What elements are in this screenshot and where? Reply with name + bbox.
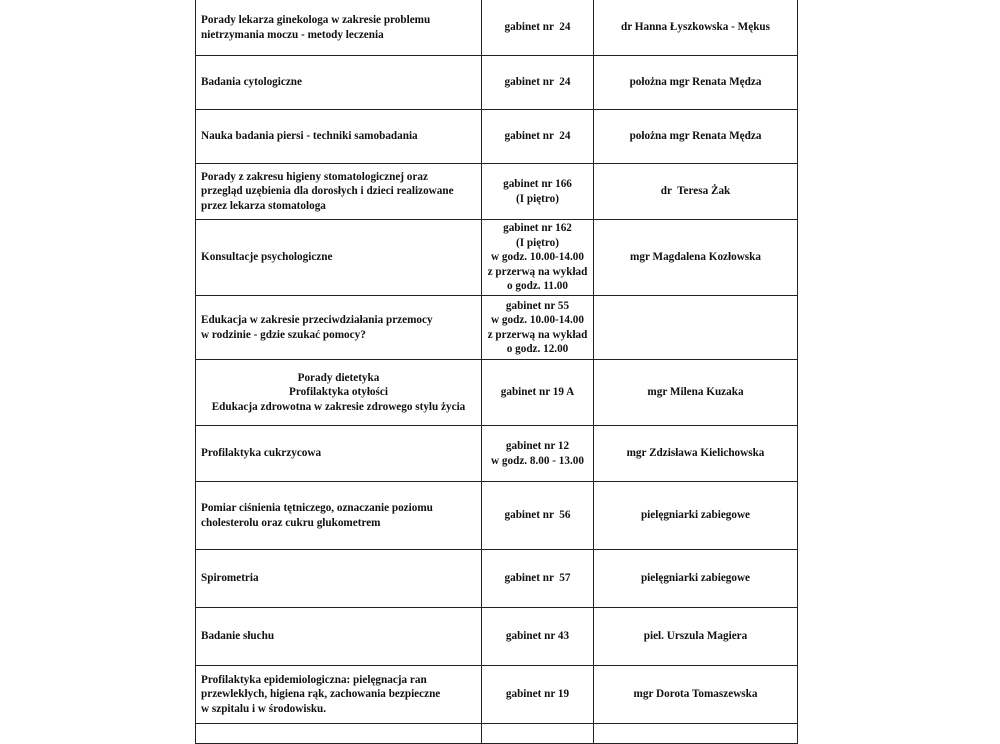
schedule-page xyxy=(195,0,797,739)
person-cell: dr Hanna Łyszkowska - Mękus xyxy=(594,0,798,56)
room-cell: gabinet nr 24 xyxy=(482,110,594,164)
schedule-table xyxy=(195,0,798,744)
person-cell: mgr Magdalena Kozłowska xyxy=(594,220,798,296)
table-row xyxy=(196,110,798,164)
person-cell xyxy=(594,724,798,744)
person-cell: mgr Zdzisława Kielichowska xyxy=(594,426,798,482)
room-cell xyxy=(482,724,594,744)
table-row xyxy=(196,360,798,426)
room-cell: gabinet nr 24 xyxy=(482,0,594,56)
table-row xyxy=(196,164,798,220)
table-row xyxy=(196,0,798,56)
topic-cell: Porady z zakresu higieny stomatologicznej oraz przegląd uzębienia dla dorosłych i dzieci realizowane przez lekarza stomatologa xyxy=(196,164,482,220)
person-cell: dr Teresa Żak xyxy=(594,164,798,220)
topic-cell: Badania cytologiczne xyxy=(196,56,482,110)
person-cell: pielęgniarki zabiegowe xyxy=(594,550,798,608)
topic-cell xyxy=(196,724,482,744)
person-cell: położna mgr Renata Mędza xyxy=(594,110,798,164)
table-row xyxy=(196,296,798,360)
person-cell: położna mgr Renata Mędza xyxy=(594,56,798,110)
person-cell xyxy=(594,296,798,360)
table-row xyxy=(196,550,798,608)
table-row xyxy=(196,220,798,296)
topic-cell: Profilaktyka epidemiologiczna: pielęgnacja ran przewlekłych, higiena rąk, zachowania bezpieczne w szpitalu i w środowisku. xyxy=(196,666,482,724)
room-cell: gabinet nr 19 xyxy=(482,666,594,724)
topic-cell: Spirometria xyxy=(196,550,482,608)
room-cell: gabinet nr 166 (I piętro) xyxy=(482,164,594,220)
topic-cell: Edukacja w zakresie przeciwdziałania przemocy w rodzinie - gdzie szukać pomocy? xyxy=(196,296,482,360)
room-cell: gabinet nr 57 xyxy=(482,550,594,608)
room-cell: gabinet nr 19 A xyxy=(482,360,594,426)
person-cell: pielęgniarki zabiegowe xyxy=(594,482,798,550)
topic-cell: Profilaktyka cukrzycowa xyxy=(196,426,482,482)
room-cell: gabinet nr 24 xyxy=(482,56,594,110)
table-row xyxy=(196,666,798,724)
topic-cell: Nauka badania piersi - techniki samobadania xyxy=(196,110,482,164)
table-row xyxy=(196,56,798,110)
room-cell: gabinet nr 55 w godz. 10.00-14.00 z przerwą na wykład o godz. 12.00 xyxy=(482,296,594,360)
person-cell: piel. Urszula Magiera xyxy=(594,608,798,666)
topic-cell: Porady dietetyka Profilaktyka otyłości Edukacja zdrowotna w zakresie zdrowego stylu życia xyxy=(196,360,482,426)
table-row-partial xyxy=(196,724,798,744)
table-row xyxy=(196,426,798,482)
topic-cell: Pomiar ciśnienia tętniczego, oznaczanie poziomu cholesterolu oraz cukru glukometrem xyxy=(196,482,482,550)
topic-cell: Konsultacje psychologiczne xyxy=(196,220,482,296)
topic-cell: Porady lekarza ginekologa w zakresie problemu nietrzymania moczu - metody leczenia xyxy=(196,0,482,56)
person-cell: mgr Milena Kuzaka xyxy=(594,360,798,426)
table-row xyxy=(196,608,798,666)
table-row xyxy=(196,482,798,550)
room-cell: gabinet nr 43 xyxy=(482,608,594,666)
person-cell: mgr Dorota Tomaszewska xyxy=(594,666,798,724)
room-cell: gabinet nr 56 xyxy=(482,482,594,550)
topic-cell: Badanie słuchu xyxy=(196,608,482,666)
room-cell: gabinet nr 12 w godz. 8.00 - 13.00 xyxy=(482,426,594,482)
room-cell: gabinet nr 162 (I piętro) w godz. 10.00-14.00 z przerwą na wykład o godz. 11.00 xyxy=(482,220,594,296)
